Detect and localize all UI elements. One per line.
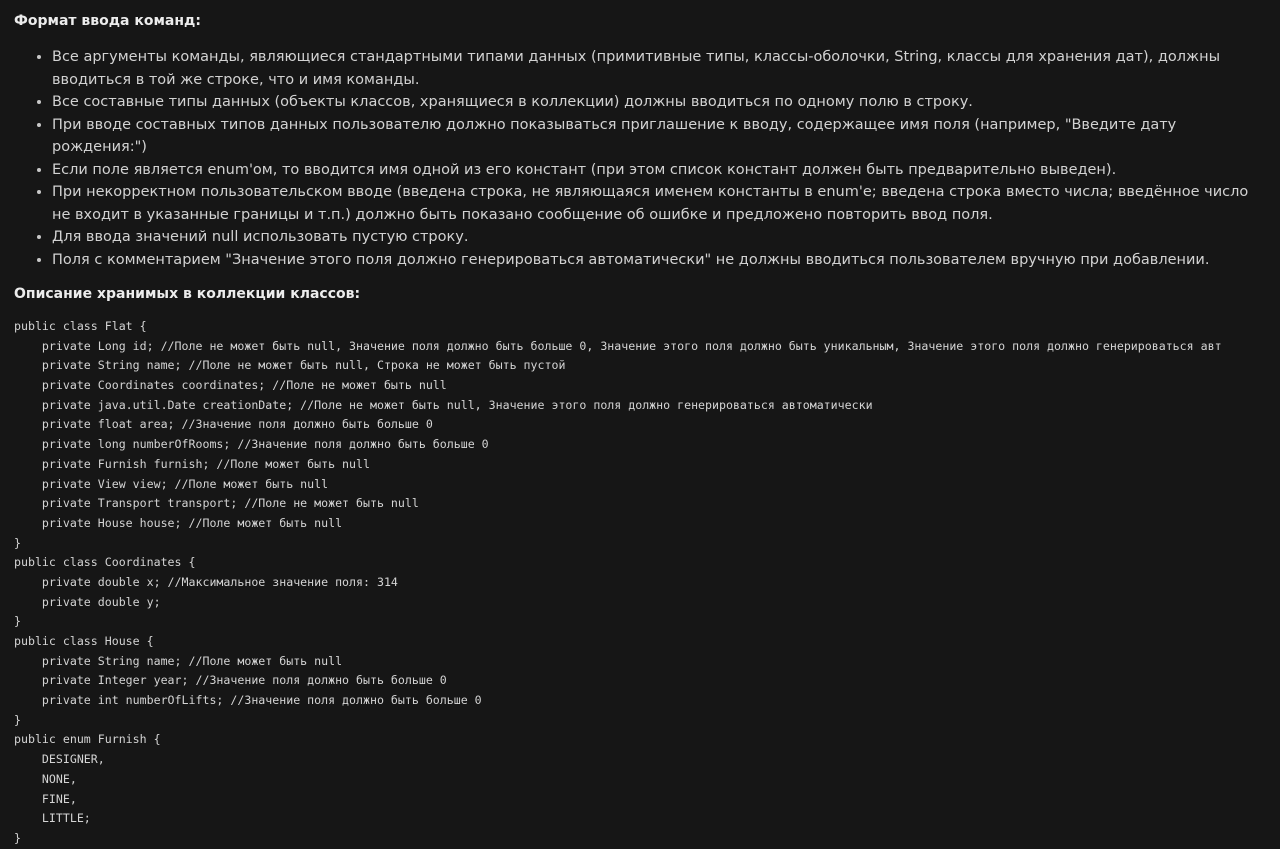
code-line: LITTLE; [14,811,91,826]
code-block [14,317,1264,849]
code-line: FINE, [14,791,77,806]
list-item: • Все составные типы данных (объекты классов, хранящиеся в коллекции) должны вводиться по одному полю в строку. [52,91,1266,114]
code-line: } [14,614,21,629]
list-item: • При некорректном пользовательском вводе (введена строка, не являющаяся именем константы в enum'е; введена строка вместо числа; введённое число не входит в указанные границы и т.п.) должно быть показано сообщение об ошибке и предложено повторить ввод поля. [52,181,1266,226]
code-line: private double x; //Максимальное значение поля: 314 [14,574,398,589]
section-title-class-description: Описание хранимых в коллекции классов: [14,286,361,302]
code-line: private Integer year; //Значение поля должно быть больше 0 [14,673,447,688]
code-line: private House house; //Поле может быть null [14,515,343,530]
code-line: } [14,830,21,845]
code-line: private double y; [14,594,161,609]
code-line: private Coordinates coordinates; //Поле не может быть null [14,378,447,393]
code-line: private View view; //Поле может быть null [14,476,329,491]
code-line: private long numberOfRooms; //Значение поля должно быть больше 0 [14,437,489,452]
code-line: private Transport transport; //Поле не может быть null [14,496,419,511]
code-line: private java.util.Date creationDate; //Поле не может быть null, Значение этого поля должно генерироваться автоматически [14,397,873,412]
code-line: } [14,712,21,727]
command-format-list [14,46,1266,271]
code-line: public class House { [14,634,154,648]
code-line: private int numberOfLifts; //Значение поля должно быть больше 0 [14,693,482,708]
section-title-command-format: Формат ввода команд: [14,13,201,29]
code-line: private float area; //Значение поля должно быть больше 0 [14,417,433,432]
code-line: private Long id; //Поле не может быть null, Значение поля должно быть больше 0, Значение этого поля должно быть уникальным, Значение этого поля должно генерироваться авт [14,338,1222,353]
list-item: • Для ввода значений null использовать пустую строку. [52,226,1266,249]
list-item: • Поля с комментарием "Значение этого поля должно генерироваться автоматически" не должны вводиться пользователем вручную при добавлении. [52,249,1266,272]
list-item: • При вводе составных типов данных пользователю должно показываться приглашение к вводу, содержащее имя поля (например, "Введите дату рождения:") [52,114,1266,159]
code-line: private Furnish furnish; //Поле может быть null [14,456,370,471]
code-line: public class Flat { [14,319,147,333]
code-line: public enum Furnish { [14,732,161,747]
list-item: • Если поле является enum'ом, то вводится имя одной из его констант (при этом список констант должен быть предварительно выведен). [52,159,1266,182]
list-item: • Все аргументы команды, являющиеся стандартными типами данных (примитивные типы, классы-оболочки, String, классы для хранения дат), должны вводиться в той же строке, что и имя команды. [52,46,1266,91]
code-line: public class Coordinates { [14,555,196,570]
code-line: private String name; //Поле не может быть null, Строка не может быть пустой [14,358,566,373]
code-line: NONE, [14,771,77,786]
code-line: DESIGNER, [14,752,105,767]
code-line: private String name; //Поле может быть null [14,653,343,668]
code-line: } [14,535,21,550]
